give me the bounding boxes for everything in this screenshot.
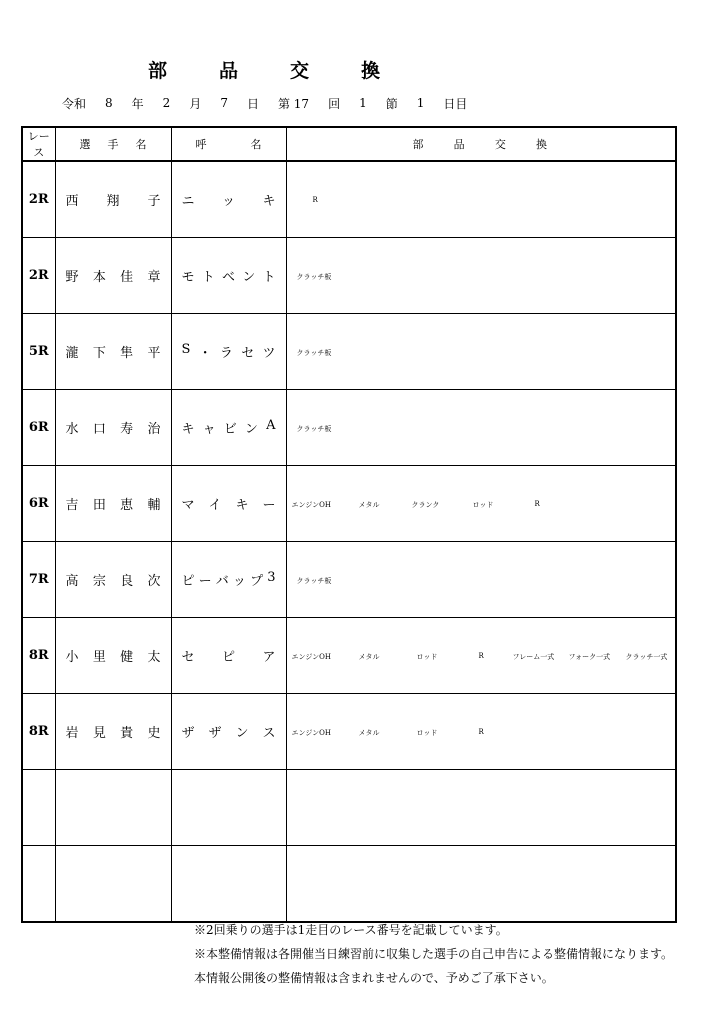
date-part: 1 [416, 96, 425, 110]
call-char: キ [262, 194, 276, 209]
player-name-cell [55, 466, 171, 542]
part-item: クランク [411, 501, 440, 509]
part-item: R [312, 196, 318, 204]
parts-cell [286, 770, 676, 846]
player-name-cell [55, 542, 171, 618]
parts-cell [286, 390, 676, 466]
call-char: ャ [202, 422, 216, 437]
player-name-cell [55, 238, 171, 314]
page-title [148, 56, 380, 82]
name-char: 恵 [120, 498, 134, 513]
player-name-cell [55, 618, 171, 694]
name-char: 本 [92, 270, 106, 285]
call-char: ピ [221, 650, 235, 665]
player-name-cell [55, 770, 171, 846]
player-name-cell [55, 161, 171, 238]
header-char: 交 [494, 138, 506, 151]
table-row [22, 846, 676, 923]
date-part: 7 [220, 96, 228, 110]
call-char: ス [262, 726, 276, 741]
call-char: ツ [262, 346, 276, 361]
footnote: ※本整備情報は各開催当日練習前に収集した選手の自己申告による整備情報になります。 [194, 947, 674, 961]
footnote: 本情報公開後の整備情報は含まれませんので、予めご了承下さい。 [194, 971, 554, 985]
name-char: 健 [120, 650, 134, 665]
race-cell: 6R [22, 466, 55, 542]
call-name-cell [171, 238, 286, 314]
race-cell: 7R [22, 542, 55, 618]
parts-cell [286, 161, 676, 238]
part-item: クラッチ板 [296, 273, 332, 281]
part-item: メタル [358, 729, 380, 737]
call-name-cell [171, 542, 286, 618]
table-row [22, 161, 676, 238]
name-char: 隼 [120, 346, 134, 361]
call-char: プ [250, 574, 264, 589]
race-cell: 5R [22, 314, 55, 390]
call-char: バ [215, 574, 229, 589]
name-char: 次 [147, 574, 161, 589]
name-char: 見 [92, 726, 106, 741]
name-char: 平 [147, 346, 161, 361]
name-char: 子 [147, 194, 161, 209]
name-char: 史 [147, 726, 161, 741]
name-char: 高 [65, 574, 79, 589]
call-char: ー [198, 574, 212, 589]
name-char: 輔 [147, 498, 161, 513]
call-name-cell [171, 314, 286, 390]
parts-cell [286, 694, 676, 770]
player-name-cell [55, 846, 171, 923]
call-name-cell [171, 161, 286, 238]
title-char: 換 [360, 60, 380, 82]
call-name-cell [171, 390, 286, 466]
date-part: 令和 [62, 96, 87, 111]
call-char: ン [235, 726, 249, 741]
table-header-row [22, 127, 676, 161]
name-char: 太 [147, 650, 161, 665]
header-call-name [171, 127, 286, 161]
name-char: 岩 [65, 726, 79, 741]
footnotes [194, 918, 673, 990]
header-char: 部 [412, 138, 424, 151]
part-item: クラッチ一式 [625, 653, 668, 661]
part-item: フォーク一式 [568, 653, 611, 661]
call-char: ト [262, 270, 276, 285]
name-char: 吉 [65, 498, 79, 513]
table-row [22, 314, 676, 390]
parts-cell [286, 542, 676, 618]
race-cell: 8R [22, 694, 55, 770]
call-char: ベ [221, 270, 235, 285]
name-char: 治 [147, 422, 161, 437]
name-char: 下 [92, 346, 106, 361]
part-item: クラッチ板 [296, 425, 332, 433]
race-cell: 8R [22, 618, 55, 694]
part-item: ロッド [472, 501, 494, 509]
call-name-cell [171, 846, 286, 923]
call-char: ン [244, 422, 258, 437]
part-item: エンジンOH [291, 653, 331, 661]
name-char: 宗 [92, 574, 106, 589]
call-char: ー [262, 498, 276, 513]
part-item: メタル [358, 653, 380, 661]
part-item: R [478, 652, 484, 660]
name-char: 田 [92, 498, 106, 513]
header-char: 名 [250, 138, 262, 151]
header-char: 品 [453, 138, 465, 151]
date-part: 第 17 [277, 96, 310, 111]
call-char: セ [241, 346, 255, 361]
player-name-cell [55, 390, 171, 466]
table-row [22, 618, 676, 694]
call-char: キ [235, 498, 249, 513]
call-name-cell [171, 694, 286, 770]
call-name-cell [171, 466, 286, 542]
call-char: ン [242, 270, 256, 285]
date-part: 年 [131, 96, 144, 111]
call-char: ラ [219, 346, 233, 361]
player-name-cell [55, 314, 171, 390]
name-char: 佳 [120, 270, 134, 285]
name-char: 水 [65, 422, 79, 437]
part-item: R [478, 728, 484, 736]
date-part: 2 [162, 96, 171, 110]
date-part: 月 [189, 96, 202, 111]
race-cell [22, 770, 55, 846]
table-row [22, 542, 676, 618]
header-parts-exchange [286, 127, 676, 161]
header-char: 呼 [195, 138, 207, 151]
parts-cell [286, 314, 676, 390]
call-char: モ [181, 270, 195, 285]
name-char: 野 [65, 270, 79, 285]
header-char: 選 [79, 138, 91, 151]
parts-cell [286, 846, 676, 923]
footnote: ※2回乗りの選手は1走目のレース番号を記載しています。 [194, 923, 508, 937]
parts-exchange-table [21, 126, 677, 923]
name-char: 西 [65, 194, 79, 209]
parts-cell [286, 618, 676, 694]
date-part: 8 [105, 96, 113, 110]
name-char: 瀧 [65, 346, 79, 361]
table-row [22, 694, 676, 770]
header-player-name [55, 127, 171, 161]
table-row [22, 466, 676, 542]
part-item: フレーム一式 [512, 653, 555, 661]
name-char: 良 [120, 574, 134, 589]
call-char: ア [262, 650, 276, 665]
part-item: エンジンOH [291, 729, 331, 737]
call-char: ザ [208, 726, 222, 741]
parts-cell [286, 466, 676, 542]
call-char: S [181, 342, 191, 357]
part-item: エンジンOH [291, 501, 331, 509]
call-char: 3 [267, 570, 276, 585]
call-char: キ [181, 422, 195, 437]
date-part: 節 [385, 96, 398, 111]
table-row [22, 238, 676, 314]
call-char: ピ [181, 574, 195, 589]
part-item: ロッド [416, 653, 438, 661]
header-race: レース [22, 127, 55, 161]
parts-cell [286, 238, 676, 314]
call-char: イ [208, 498, 222, 513]
name-char: 章 [147, 270, 161, 285]
title-char: 交 [289, 60, 309, 82]
call-char: ・ [198, 346, 212, 361]
table-row [22, 390, 676, 466]
call-name-cell [171, 770, 286, 846]
player-name-cell [55, 694, 171, 770]
date-line [62, 95, 467, 111]
name-char: 小 [65, 650, 79, 665]
name-char: 寿 [120, 422, 134, 437]
date-part: 日 [246, 96, 259, 111]
call-char: ザ [181, 726, 195, 741]
date-part: 回 [328, 96, 341, 111]
call-char: ッ [221, 194, 235, 209]
name-char: 翔 [106, 194, 120, 209]
call-char: セ [181, 650, 195, 665]
header-char: 手 [107, 138, 119, 151]
call-char: ト [201, 270, 215, 285]
call-char: ニ [181, 194, 195, 209]
call-char: ビ [223, 422, 237, 437]
call-char: ッ [232, 574, 246, 589]
name-char: 口 [92, 422, 106, 437]
name-char: 貴 [120, 726, 134, 741]
part-item: ロッド [416, 729, 438, 737]
race-cell: 6R [22, 390, 55, 466]
call-char: マ [181, 498, 195, 513]
title-char: 部 [148, 60, 168, 82]
table-row [22, 770, 676, 846]
call-name-cell [171, 618, 286, 694]
call-char: A [266, 418, 276, 433]
race-cell: 2R [22, 161, 55, 238]
title-char: 品 [218, 60, 238, 82]
date-part: 1 [359, 96, 367, 110]
header-char: 換 [535, 138, 547, 151]
name-char: 里 [92, 650, 106, 665]
header-char: 名 [135, 138, 147, 151]
part-item: R [534, 500, 540, 508]
part-item: クラッチ板 [296, 577, 332, 585]
date-part: 日目 [443, 96, 468, 111]
race-cell: 2R [22, 238, 55, 314]
part-item: メタル [358, 501, 380, 509]
part-item: クラッチ板 [296, 349, 332, 357]
race-cell [22, 846, 55, 923]
